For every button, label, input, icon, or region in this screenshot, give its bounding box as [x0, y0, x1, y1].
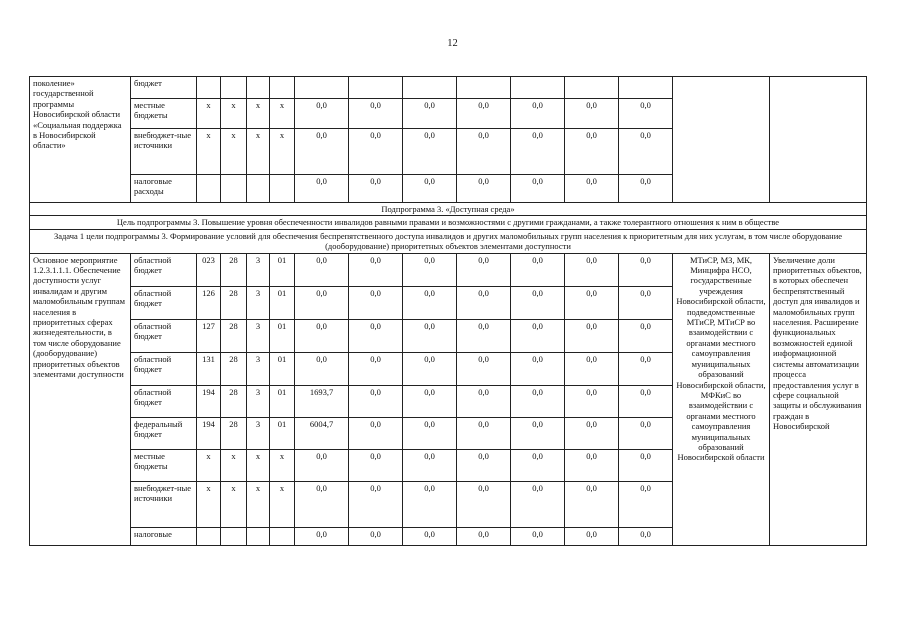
budget-code — [197, 175, 221, 203]
subprogram-title: Подпрограмма 3. «Доступная среда» — [30, 203, 867, 216]
budget-code: 3 — [247, 385, 270, 417]
budget-code: x — [221, 449, 247, 481]
amount-cell: 0,0 — [349, 175, 403, 203]
budget-code: 127 — [197, 319, 221, 352]
amount-cell: 0,0 — [511, 417, 565, 449]
amount-cell: 0,0 — [565, 449, 619, 481]
amount-cell: 6004,7 — [295, 417, 349, 449]
budget-code: 194 — [197, 417, 221, 449]
amount-cell: 0,0 — [295, 286, 349, 319]
budget-code: x — [221, 481, 247, 527]
amount-cell: 0,0 — [565, 417, 619, 449]
amount-cell: 0,0 — [403, 417, 457, 449]
budget-code: x — [197, 481, 221, 527]
amount-cell: 0,0 — [349, 449, 403, 481]
amount-cell: 0,0 — [403, 129, 457, 175]
amount-cell: 0,0 — [565, 175, 619, 203]
amount-cell: 0,0 — [295, 129, 349, 175]
subprogram-task: Задача 1 цели подпрограммы 3. Формирование условий для обеспечения беспрепятственного доступа инвалидов и других маломобильных групп населения к приоритетным для них услугам, в том числе оборудование (дооборудование) приоритетных объектов элементами доступности — [30, 229, 867, 253]
budget-code: 28 — [221, 286, 247, 319]
amount-cell: 0,0 — [565, 129, 619, 175]
amount-cell: 0,0 — [403, 319, 457, 352]
budget-code: 131 — [197, 352, 221, 385]
amount-cell: 0,0 — [511, 99, 565, 129]
budget-code: x — [247, 449, 270, 481]
amount-cell: 0,0 — [403, 481, 457, 527]
amount-cell: 0,0 — [511, 352, 565, 385]
amount-cell: 0,0 — [619, 527, 673, 545]
budget-code — [221, 527, 247, 545]
funding-source: федеральный бюджет — [131, 417, 197, 449]
amount-cell: 0,0 — [619, 175, 673, 203]
amount-cell: 0,0 — [403, 253, 457, 286]
budget-code: 023 — [197, 253, 221, 286]
budget-code: 3 — [247, 286, 270, 319]
amount-cell: 0,0 — [619, 481, 673, 527]
budget-code: 3 — [247, 352, 270, 385]
budget-code — [197, 77, 221, 99]
budget-code: x — [247, 481, 270, 527]
budget-code: x — [221, 99, 247, 129]
funding-source: областной бюджет — [131, 286, 197, 319]
funding-source: местные бюджеты — [131, 99, 197, 129]
amount-cell: 0,0 — [457, 481, 511, 527]
amount-cell: 0,0 — [619, 352, 673, 385]
funding-source: областной бюджет — [131, 319, 197, 352]
budget-code: x — [221, 129, 247, 175]
amount-cell: 0,0 — [403, 175, 457, 203]
funding-source: налоговые расходы — [131, 175, 197, 203]
amount-cell: 0,0 — [619, 99, 673, 129]
amount-cell: 0,0 — [565, 352, 619, 385]
amount-cell: 0,0 — [457, 175, 511, 203]
amount-cell: 0,0 — [295, 481, 349, 527]
amount-cell: 0,0 — [349, 319, 403, 352]
amount-cell: 0,0 — [619, 385, 673, 417]
budget-code — [221, 77, 247, 99]
budget-code: x — [247, 129, 270, 175]
program-table — [29, 76, 867, 546]
amount-cell: 0,0 — [511, 129, 565, 175]
amount-cell: 0,0 — [349, 99, 403, 129]
amount-cell: 0,0 — [619, 417, 673, 449]
subprogram-goal: Цель подпрограммы 3. Повышение уровня обеспеченности инвалидов равными правами и возможностями с другими гражданами, а также толерантного отношения к ним в обществе — [30, 216, 867, 229]
amount-cell: 0,0 — [565, 319, 619, 352]
amount-cell: 0,0 — [619, 253, 673, 286]
page-number: 12 — [447, 38, 458, 49]
budget-code — [247, 175, 270, 203]
budget-code: 01 — [270, 385, 295, 417]
amount-cell: 0,0 — [295, 253, 349, 286]
amount-cell: 0,0 — [565, 99, 619, 129]
amount-cell: 0,0 — [511, 527, 565, 545]
budget-row — [30, 253, 867, 286]
expected-result: Увеличение доли приоритетных объектов, в которых обеспечен беспрепятственный доступ для инвалидов и маломобильных групп населения. Расширение функциональных возможностей единой информационной системы автоматизации процесса предоставления услуг в сфере социальной защиты и обслуживания граждан в Новосибирской — [770, 253, 867, 545]
budget-code — [270, 527, 295, 545]
budget-code — [270, 175, 295, 203]
budget-code: 3 — [247, 319, 270, 352]
amount-cell: 0,0 — [565, 385, 619, 417]
budget-code: 3 — [247, 417, 270, 449]
funding-source: местные бюджеты — [131, 449, 197, 481]
subprogram-row — [30, 203, 867, 216]
amount-cell: 0,0 — [349, 527, 403, 545]
amount-cell: 0,0 — [349, 253, 403, 286]
amount-cell: 0,0 — [295, 99, 349, 129]
amount-cell: 0,0 — [295, 352, 349, 385]
responsible-empty — [673, 77, 770, 203]
goal-row — [30, 216, 867, 229]
amount-cell — [403, 77, 457, 99]
amount-cell: 0,0 — [295, 319, 349, 352]
amount-cell: 0,0 — [403, 527, 457, 545]
budget-code: 01 — [270, 286, 295, 319]
amount-cell: 0,0 — [511, 385, 565, 417]
budget-code: 01 — [270, 417, 295, 449]
amount-cell: 0,0 — [457, 286, 511, 319]
amount-cell: 0,0 — [619, 449, 673, 481]
budget-code: x — [197, 449, 221, 481]
budget-row — [30, 77, 867, 99]
amount-cell: 1693,7 — [295, 385, 349, 417]
amount-cell: 0,0 — [295, 175, 349, 203]
amount-cell: 0,0 — [349, 417, 403, 449]
task-row — [30, 229, 867, 253]
budget-code: 194 — [197, 385, 221, 417]
amount-cell: 0,0 — [349, 286, 403, 319]
budget-code: 01 — [270, 352, 295, 385]
amount-cell: 0,0 — [349, 129, 403, 175]
amount-cell: 0,0 — [295, 527, 349, 545]
amount-cell: 0,0 — [349, 385, 403, 417]
budget-code: x — [270, 481, 295, 527]
amount-cell: 0,0 — [565, 253, 619, 286]
budget-code: x — [270, 449, 295, 481]
funding-source: внебюджет-ные источники — [131, 129, 197, 175]
amount-cell: 0,0 — [457, 385, 511, 417]
amount-cell: 0,0 — [295, 449, 349, 481]
amount-cell: 0,0 — [565, 481, 619, 527]
amount-cell: 0,0 — [403, 352, 457, 385]
budget-code — [221, 175, 247, 203]
budget-code — [197, 527, 221, 545]
amount-cell: 0,0 — [457, 417, 511, 449]
amount-cell: 0,0 — [457, 253, 511, 286]
amount-cell: 0,0 — [511, 319, 565, 352]
funding-source: областной бюджет — [131, 385, 197, 417]
budget-code: 28 — [221, 352, 247, 385]
result-empty — [770, 77, 867, 203]
amount-cell: 0,0 — [511, 253, 565, 286]
funding-source: областной бюджет — [131, 352, 197, 385]
funding-source: внебюджет-ные источники — [131, 481, 197, 527]
amount-cell: 0,0 — [403, 99, 457, 129]
budget-code: x — [247, 99, 270, 129]
budget-code: x — [197, 129, 221, 175]
amount-cell: 0,0 — [619, 286, 673, 319]
amount-cell: 0,0 — [619, 319, 673, 352]
amount-cell — [511, 77, 565, 99]
amount-cell: 0,0 — [403, 449, 457, 481]
amount-cell: 0,0 — [619, 129, 673, 175]
amount-cell: 0,0 — [457, 449, 511, 481]
budget-code: 126 — [197, 286, 221, 319]
amount-cell — [349, 77, 403, 99]
budget-code: 28 — [221, 417, 247, 449]
amount-cell: 0,0 — [565, 286, 619, 319]
budget-code: x — [270, 129, 295, 175]
event-name: поколение» государственной программы Новосибирской области «Социальная поддержка в Новосибирской области» — [30, 77, 131, 203]
amount-cell: 0,0 — [457, 99, 511, 129]
amount-cell: 0,0 — [349, 352, 403, 385]
amount-cell — [565, 77, 619, 99]
amount-cell: 0,0 — [403, 286, 457, 319]
amount-cell — [457, 77, 511, 99]
budget-code — [270, 77, 295, 99]
amount-cell: 0,0 — [565, 527, 619, 545]
amount-cell: 0,0 — [511, 175, 565, 203]
amount-cell — [295, 77, 349, 99]
amount-cell: 0,0 — [511, 449, 565, 481]
budget-code: 28 — [221, 385, 247, 417]
event-name: Основное мероприятие 1.2.3.1.1.1. Обеспечение доступности услуг инвалидам и другим маломобильным группам населения в приоритетных сферах жизнедеятельности, в том числе оборудование (дооборудование) приоритетных объектов элементами доступности — [30, 253, 131, 545]
funding-source: бюджет — [131, 77, 197, 99]
amount-cell: 0,0 — [349, 481, 403, 527]
amount-cell: 0,0 — [457, 129, 511, 175]
amount-cell: 0,0 — [457, 319, 511, 352]
budget-code: x — [270, 99, 295, 129]
amount-cell: 0,0 — [511, 286, 565, 319]
amount-cell: 0,0 — [511, 481, 565, 527]
budget-code: x — [197, 99, 221, 129]
budget-code: 3 — [247, 253, 270, 286]
amount-cell: 0,0 — [403, 385, 457, 417]
budget-code — [247, 527, 270, 545]
responsible-executors: МТиСР, МЗ, МК, Минцифра НСО, государственные учреждения Новосибирской области, подведомственные МТиСР, МТиСР во взаимодействии с органами местного самоуправления муниципальных образований Новосибирской области, МФКиС во взаимодействии с органами местного самоуправления муниципальных образований Новосибирской области — [673, 253, 770, 545]
budget-code — [247, 77, 270, 99]
amount-cell — [619, 77, 673, 99]
budget-code: 01 — [270, 253, 295, 286]
budget-code: 01 — [270, 319, 295, 352]
amount-cell: 0,0 — [457, 352, 511, 385]
amount-cell: 0,0 — [457, 527, 511, 545]
budget-code: 28 — [221, 319, 247, 352]
funding-source: областной бюджет — [131, 253, 197, 286]
budget-code: 28 — [221, 253, 247, 286]
funding-source: налоговые — [131, 527, 197, 545]
